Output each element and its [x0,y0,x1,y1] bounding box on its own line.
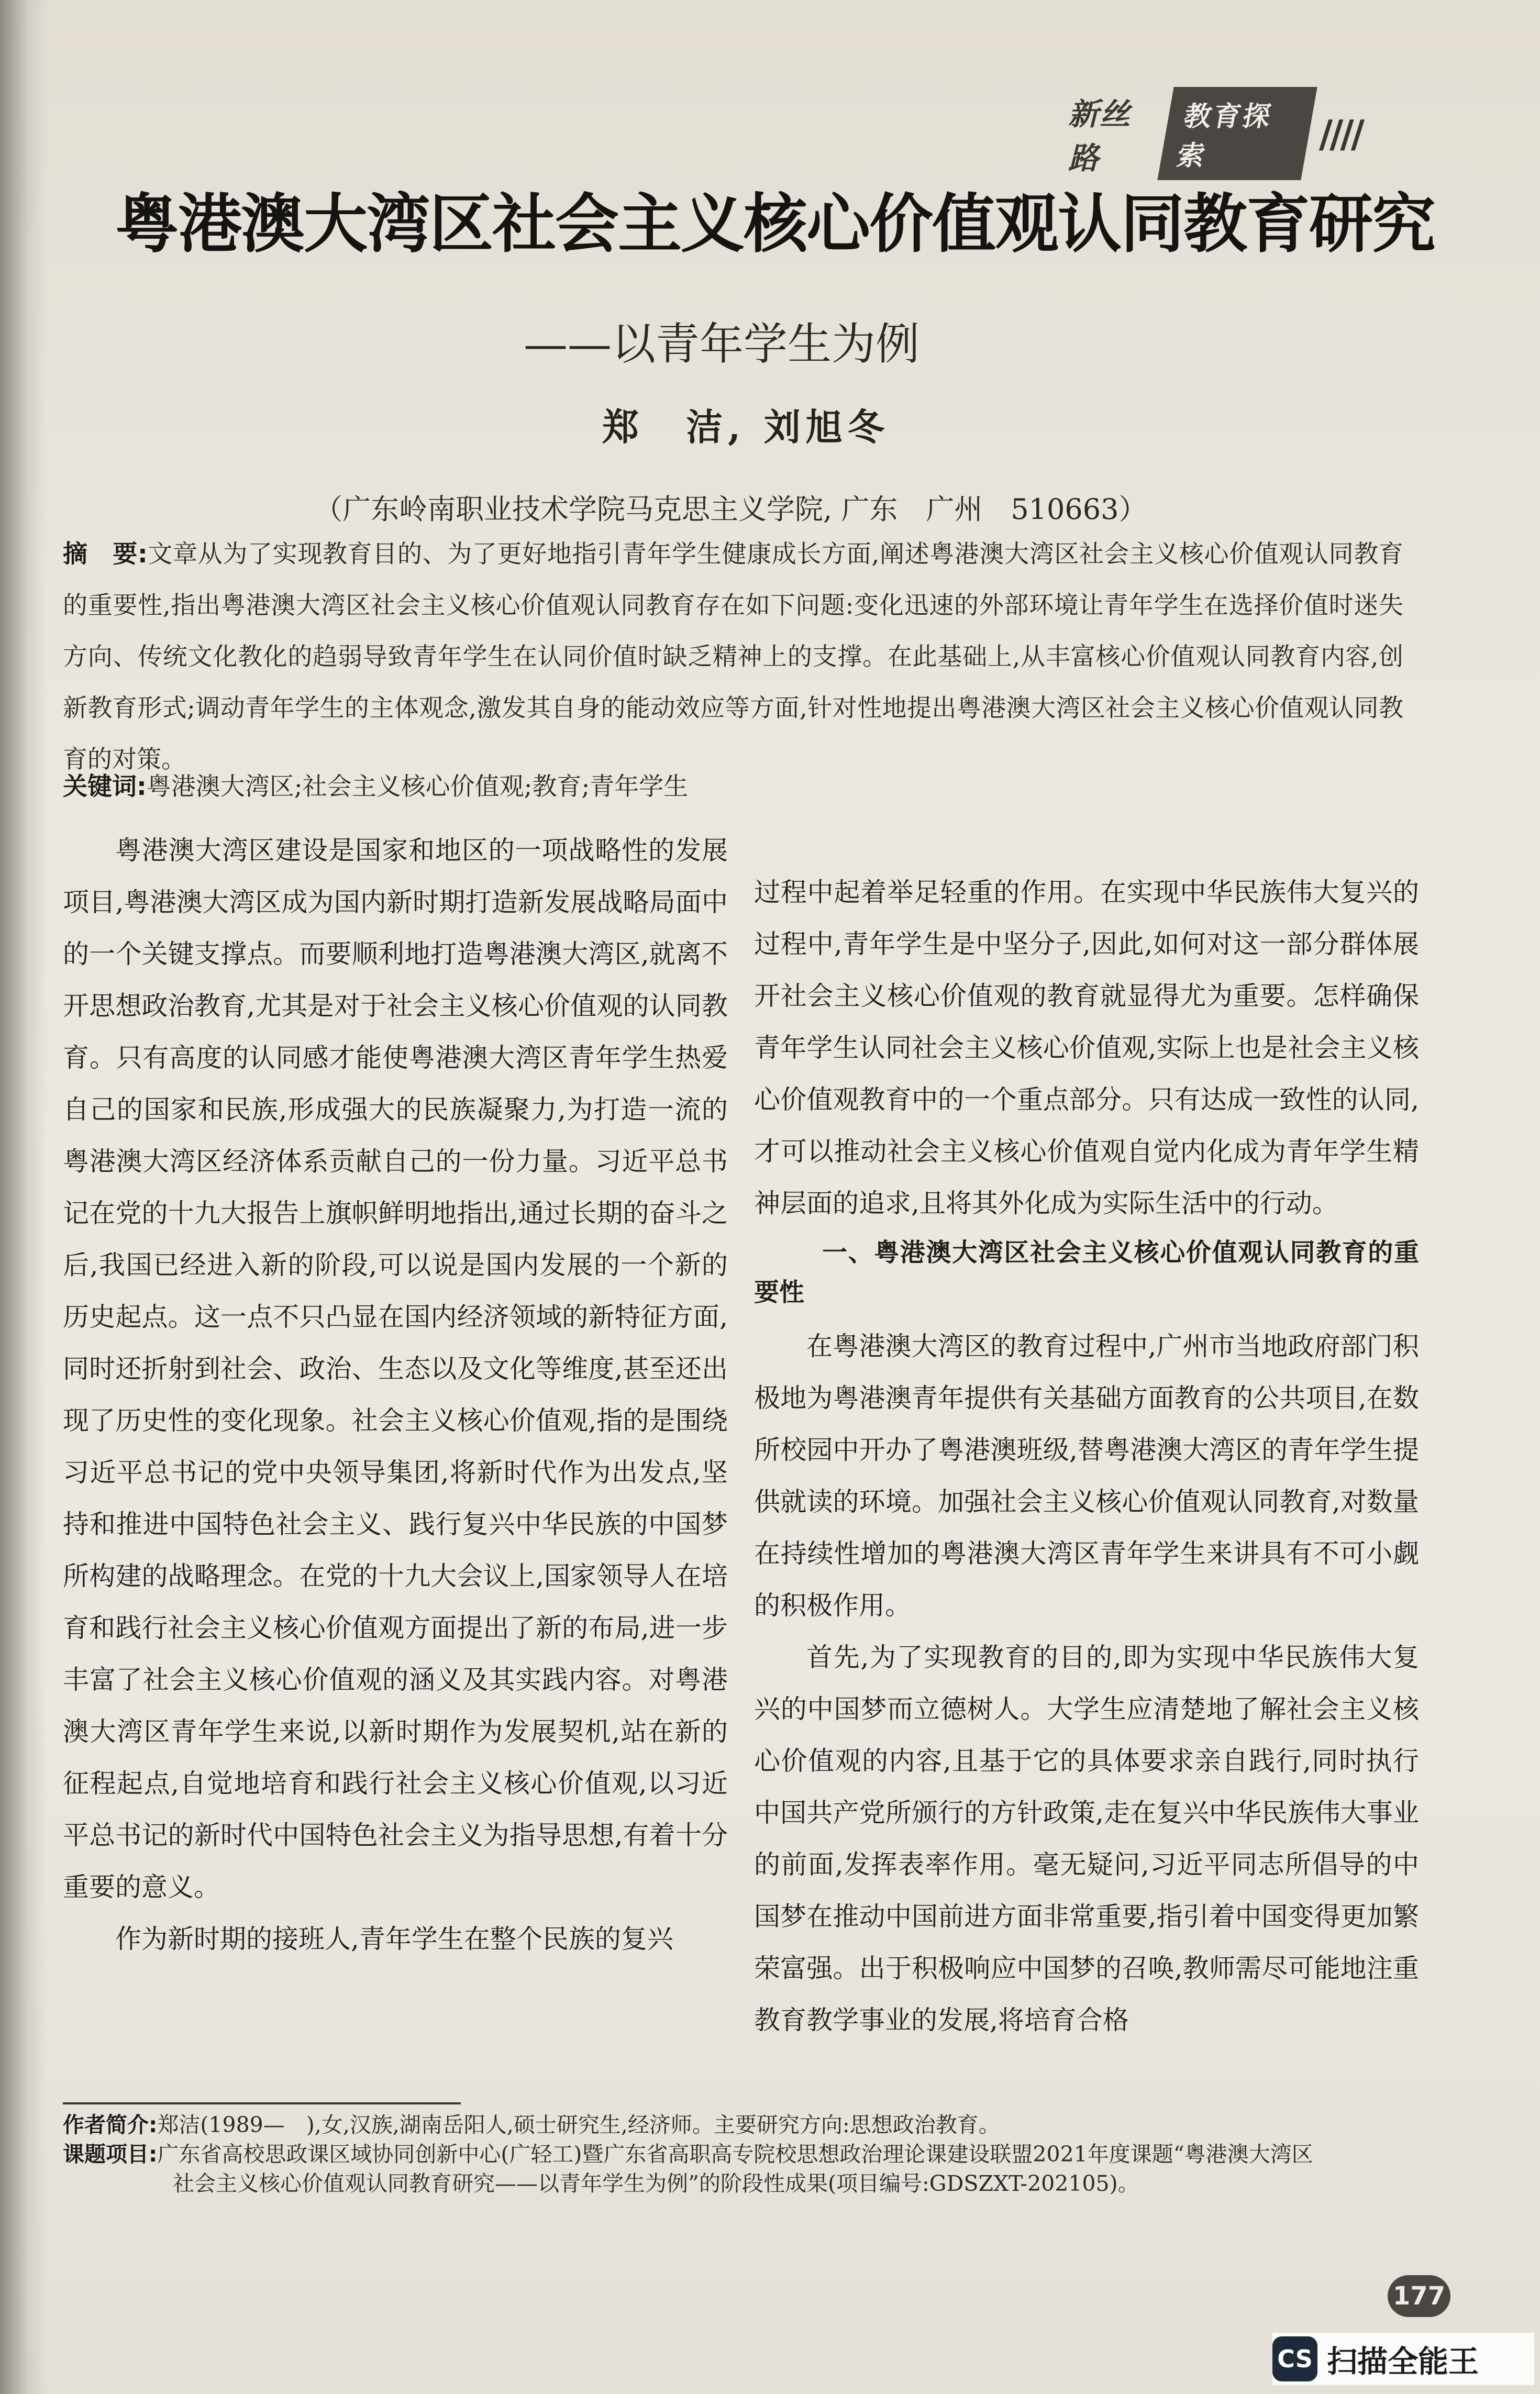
page-shadow [0,0,47,2394]
author-note [63,2110,1435,2140]
article-title: 粤港澳大湾区社会主义核心价值观认同教育研究 [115,187,1435,261]
project-note-continued: 社会主义核心价值观认同教育研究——以青年学生为例”的阶段性成果(项目编号:GDSZXT-202105)。 [173,2171,1139,2196]
keywords-text: 粤港澳大湾区;社会主义核心价值观;教育;青年学生 [146,772,689,801]
project-note-label: 课题项目: [63,2142,158,2167]
scanner-watermark [1272,2333,1534,2385]
abstract [63,529,1403,785]
keywords-label: 关键词: [63,772,147,801]
author-note-label: 作者简介: [63,2112,158,2137]
project-note [63,2140,1435,2169]
journal-name: 新丝路 [1068,96,1132,176]
section-heading: 一、粤港澳大湾区社会主义核心价值观认同教育的重要性 [754,1238,1419,1307]
author-affiliation: （广东岭南职业技术学院马克思主义学院, 广东 广州 510663） [314,493,1147,526]
paragraph: 在粤港澳大湾区的教育过程中,广州市当地政府部门积极地为粤港澳青年提供有关基础方面教育的公共项目,在数所校园中开办了粤港澳班级,替粤港澳大湾区的青年学生提供就读的环境。加强社会主义核心价值观认同教育,对数量在持续性增加的粤港澳大湾区青年学生来讲具有不可小觑的积极作用。 [754,1331,1419,1621]
journal-header [1068,96,1361,176]
paragraph: 粤港澳大湾区建设是国家和地区的一项战略性的发展项目,粤港澳大湾区成为国内新时期打造新发展战略局面中的一个关键支撑点。而要顺利地打造粤港澳大湾区,就离不开思想政治教育,尤其是对于社会主义核心价值观的认同教育。只有高度的认同感才能使粤港澳大湾区青年学生热爱自己的国家和民族,形成强大的民族凝聚力,为打造一流的粤港澳大湾区经济体系贡献自己的一份力量。习近平总书记在党的十九大报告上旗帜鲜明地指出,通过长期的奋斗之后,我国已经进入新的阶段,可以说是国内发展的一个新的历史起点。这一点不只凸显在国内经济领域的新特征方面,同时还折射到社会、政治、生态以及文化等维度,甚至还出现了历史性的变化现象。社会主义核心价值观,指的是围绕习近平总书记的党中央领导集团,将新时代作为出发点,坚持和推进中国特色社会主义、践行复兴中华民族的中国梦所构建的战略理念。在党的十九大会议上,国家领导人在培育和践行社会主义核心价值观方面提出了新的布局,进一步丰富了社会主义核心价值观的涵义及其实践内容。对粤港澳大湾区青年学生来说,以新时期作为发展契机,站在新的征程起点,自觉地培育和践行社会主义核心价值观,以习近平总书记的新时代中国特色社会主义为指导思想,有着十分重要的意义。 [63,835,728,1902]
paragraph: 首先,为了实现教育的目的,即为实现中华民族伟大复兴的中国梦而立德树人。大学生应清楚地了解社会主义核心价值观的内容,且基于它的具体要求亲自践行,同时执行中国共产党所颁行的方针政策,走在复兴中华民族伟大事业的前面,发挥表率作用。毫无疑问,习近平同志所倡导的中国梦在推动中国前进方面非常重要,指引着中国变得更加繁荣富强。出于积极响应中国梦的召唤,教师需尽可能地注重教育教学事业的发展,将培育合格 [754,1642,1419,2035]
paragraph: 过程中起着举足轻重的作用。在实现中华民族伟大复兴的过程中,青年学生是中坚分子,因此,如何对这一部分群体展开社会主义核心价值观的教育就显得尤为重要。怎样确保青年学生认同社会主义核心价值观,实际上也是社会主义核心价值观教育中的一个重点部分。只有达成一致性的认同,才可以推动社会主义核心价值观自觉内化成为青年学生精神层面的追求,且将其外化成为实际生活中的行动。 [754,877,1419,1218]
camscanner-logo-icon: CS [1272,2336,1317,2381]
header-decoration: //// [1319,111,1361,156]
author-note-text: 郑洁(1989— ),女,汉族,湖南岳阳人,硕士研究生,经济师。主要研究方向:思想政治教育。 [157,2112,1000,2137]
watermark-text: 扫描全能王 [1327,2344,1479,2379]
paragraph: 作为新时期的接班人,青年学生在整个民族的复兴 [115,1924,673,1954]
article-authors: 郑 洁, 刘旭冬 [602,405,890,449]
body-column-left [63,825,728,1965]
section-label: 教育探索 [1158,87,1318,180]
body-column-right [754,867,1419,2046]
footnote-rule [63,2102,461,2104]
page-number: 177 [1388,2275,1450,2317]
project-note-text: 广东省高校思政课区域协同创新中心(广轻工)暨广东省高职高专院校思想政治理论课建设联盟2021年度课题“粤港澳大湾区 [157,2142,1313,2167]
article-subtitle: ——以青年学生为例 [524,318,920,370]
keywords [63,767,1110,802]
abstract-text: 文章从为了实现教育目的、为了更好地指引青年学生健康成长方面,阐述粤港澳大湾区社会主义核心价值观认同教育的重要性,指出粤港澳大湾区社会主义核心价值观认同教育存在如下问题:变化迅速的外部环境让青年学生在选择价值时迷失方向、传统文化教化的趋弱导致青年学生在认同价值时缺乏精神上的支撑。在此基础上,从丰富核心价值观认同教育内容,创新教育形式;调动青年学生的主体观念,激发其自身的能动效应等方面,针对性地提出粤港澳大湾区社会主义核心价值观认同教育的对策。 [63,540,1404,774]
abstract-label: 摘 要: [63,540,148,569]
footnotes [63,2110,1435,2198]
